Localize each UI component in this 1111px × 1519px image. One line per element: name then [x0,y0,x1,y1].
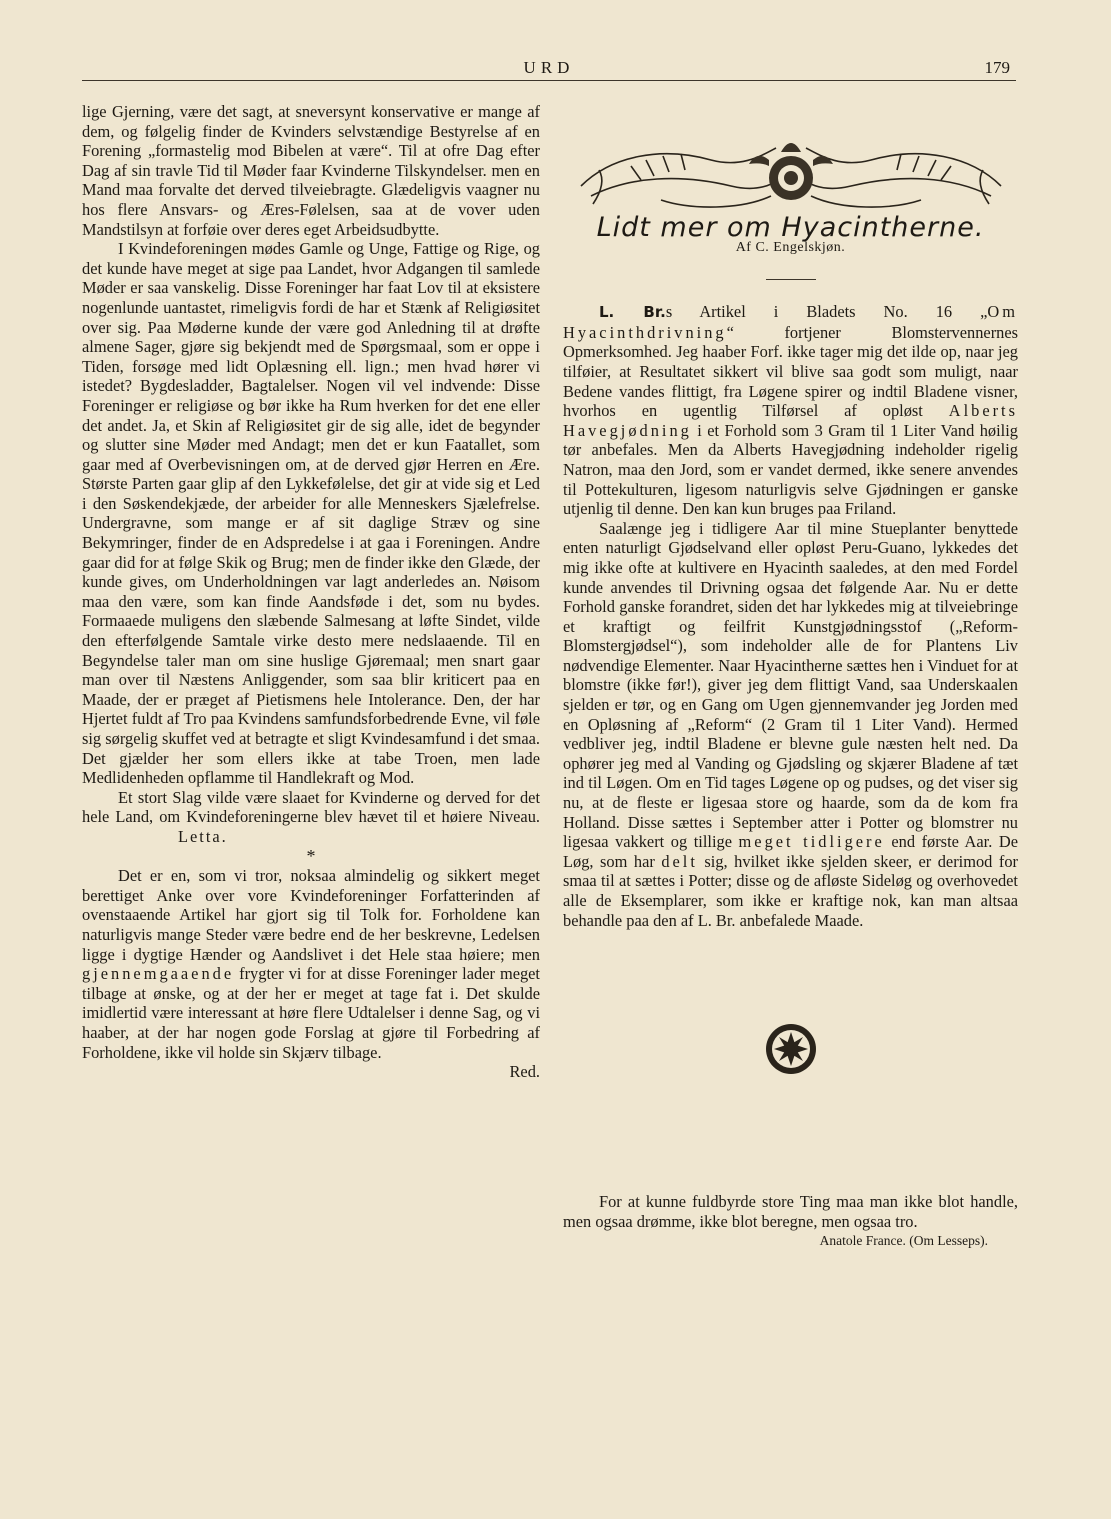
right-paragraph-1-b: “ fortjener Blomstervennernes Opmerksomhed. Jeg haaber Forf. ikke tager mig det ilde op, naar jeg tilføier, at Resultatet sikkert vil blive saa godt som muligt, naar Bedene vandes flittigt, fra Løgene spirer og indtil Bladene visner, hvorhos en ugentlig Tilførsel af opløst [563,322,1018,421]
right-paragraph-2-spaced-1: meget tidligere [738,832,885,852]
left-paragraph-4-rest: frygter vi for at disse Foreninger lader meget tilbage at ønske, og at der her er meget at tage fat i. Det skulde imidlertid være interessant at høre flere Udtalelser i denne Sag, og vi haaber, at der har nogen gode Forslag at gjøre til Forbedring af Forholdene, ikke vil holde sin Skjærv tilbage. [82,964,540,1062]
left-paragraph-4-spaced: gjennemgaaende [82,964,235,984]
closing-quote: For at kunne fuldbyrde store Ting maa man ikke blot handle, men ogsaa drømme, ikke blot beregne, men ogsaa tro. [563,1192,1018,1231]
section-separator: * [306,845,316,866]
right-paragraph-1-spaced-1: Om Hyacinthdrivning [563,302,1019,342]
left-paragraph-1: lige Gjerning, være det sagt, at sneversynt konservative er mange af dem, og følgelig finder de Kvinders selvstændige Bestyrelse af en Forening „formastelig mod Bibelen at være“. Til at ofre Dag efter Dag af sin travle Tid til Møder faar Kvinderne Tilskyndelser. men en Mand maa forvalte det derved tilveiebragte. Glædeligvis vaagner nu hos flere Ansvars- og Æres-Følelsen, saa at de vover uden Mandstilsyn at forføie over deres eget Arbeidsudbytte. [82,102,540,239]
right-paragraph-1-c: i et Forhold som 3 Gram til 1 Liter Vand høilig tør anbefales. Men da Alberts Havegjødning indeholder rigelig Natron, maa den Jord, som er vandet dermed, ikke senere anvendes til Pottekulturen, ligesom naturligvis selve Gjødningen er ganske utjenlig til denne. Den kan kun bruges paa Friland. [563,420,1018,519]
right-paragraph-2 [563,519,1018,930]
article-title: Lidt mer om Hyacintherne. [596,212,985,243]
left-paragraph-4 [82,866,540,1062]
signature-letta: Letta. [178,826,228,846]
right-paragraph-2-c: sig, hvilket ikke sjelden skeer, er derimod for smaa til at sættes i Potter; disse og de afløste Sideløg og overhovedet alle de Eksemplarer, som ikke er kraftige nok, kan man altsaa behandle paa den af L. Br. anbefalede Maade. [563,851,1018,930]
right-paragraph-1-initials: L. Br. [599,303,666,322]
right-paragraph-2-b: end første Aar. De Løg, som har [563,832,1018,871]
quote-attribution: Anatole France. (Om Lesseps). [819,1233,988,1249]
right-paragraph-1 [563,302,1018,519]
page-header [82,56,1016,81]
signature-red: Red. [509,1062,540,1082]
right-paragraph-2-spaced-2: delt [661,851,698,871]
floral-ornament-icon [571,126,1011,218]
right-paragraph-1-spaced-2: Alberts Havegjødning [563,401,1018,440]
left-paragraph-4-text: Det er en, som vi tror, noksaa almindelig og sikkert meget berettiget Anke over vore Kvindeforeninger Forfatterinden af ovenstaaende Artikel har gjort sig til Tolk for. Forholdene kan naturligvis mange Steder være bedre end de her beskrevne, Ledelsen ligge i dygtige Hænder og Aandslivet i det Hele staa høiere; men [82,866,540,964]
page-number: 179 [984,58,1010,77]
title-rule [766,279,816,280]
left-paragraph-3-text: Et stort Slag vilde være slaaet for Kvinderne og derved for det hele Land, om Kvindeforeningerne blev hævet til et høiere Niveau. [82,787,540,827]
left-paragraph-3 [82,788,540,847]
left-column [82,102,540,1082]
rosette-ornament-icon [764,1022,818,1076]
right-column [563,102,1018,1251]
left-paragraph-2: I Kvindeforeningen mødes Gamle og Unge, Fattige og Rige, og det kunde have meget at sige paa Landet, hvor Adgangen til samlede Møder er saa vanskelig. Disse Foreninger har faat Lov til at eksistere nogenlunde uantastet, rimeligvis fordi de har et Stænk af Religiøsitet over sig. Paa Møderne kunde der være god Anledning til at drøfte almene Sager, gjøre sig bekjendt med de Spørgsmaal, som er oppe i Tiden, forsøge med lidt Oplæsning ell. lign.; men hvad hører vi istedet? Bygdesladder, Bagtalelser. Nogen vil vel indvende: Disse Foreninger er religiøse og bør ikke ha Rum hverken for det ene eller det andet. Ja, et Skin af Religiøsitet gir de sig alle, idet de begynder og slutter sine Møder med Andagt; men det er kun Faatallet, som gaar med af Overbevisningen om, at de derved gjør Herren en Ære. Største Parten gaar glip af den Lykkefølelse, det gir at vide sig et Led i den Søskendekjæde, der arbeider for alle Menneskers Sjælefrelse. Undergravne, som mange er af sit daglige Stræv og sine Bekymringer, finder de en Adspredelse i at gaa i Foreningen. Andre gaar did for at følge Skik og Brug; men de finder ikke den Glæde, der kunde gives, om Underholdningen var lagt anderledes an. Nøisom maa den være, som kan finde Aandsføde i det, som nu bydes. Formaaede muligens den slæbende Salmesang at løfte Sindet, vilde den efterfølgende Samtale virke desto mere nedslaaende. Til en Begyndelse taler man om sine huslige Gjøremaal; men snart gaar man over til Næstens Anliggender, som saa blir kriticert paa en Maade, der er præget af Pietismens hele Intolerance. Den, der har Hjertet fuldt af Tro paa Kvindens samfundsforbedrende Evne, vil føle sig sørgelig skuffet ved at betragte et sligt Kvindesamfund i det smaa. Det gjælder her som ellers ikke at tabe Troen, men lade Medlidenheden opflamme til Handlekraft og Mod. [82,239,540,788]
right-paragraph-1-a: s Artikel i Bladets No. 16 „ [665,302,988,322]
running-title: URD [523,58,575,77]
byline: Af C. Engelskjøn. [735,239,846,255]
right-paragraph-2-a: Saalænge jeg i tidligere Aar til mine Stueplanter benyttede enten naturligt Gjødselvand eller opløst Peru-Guano, lykkedes det mig ikke ofte at kultivere en Hyacinth saaledes, at den med Fordel kunde anvendes til Drivning ogsaa det følgende Aar. Nu er dette Forhold ganske forandret, siden det har lykkedes mig at tilveiebringe et kraftigt og feilfrit Kunstgjødningsstof („Reform-Blomstergjødsel“), som indeholder alle de for Plantens Liv nødvendige Elementer. Naar Hyacintherne sættes hen i Vinduet for at blomstre (ikke før!), giver jeg dem flittigt Vand, saa Underskaalen sjelden er tør, og en Gang om Ugen gjennemvander jeg Jorden med en Opløsning af „Reform“ (2 Gram til 1 Liter Vand). Hermed vedbliver jeg, indtil Bladene er blevne gule næsten helt ned. Da ophører jeg med al Vanding og Gjødsling og skjærer Bladene af tæt ind til Løgen. Om en Tid tages Løgene op og pudses, og det viser sig nu, at de fleste er ligesaa store og haarde, som da de kom fra Holland. Disse sættes i September atter i Potter og blomstrer nu ligesaa vakkert og tillige [563,518,1018,852]
